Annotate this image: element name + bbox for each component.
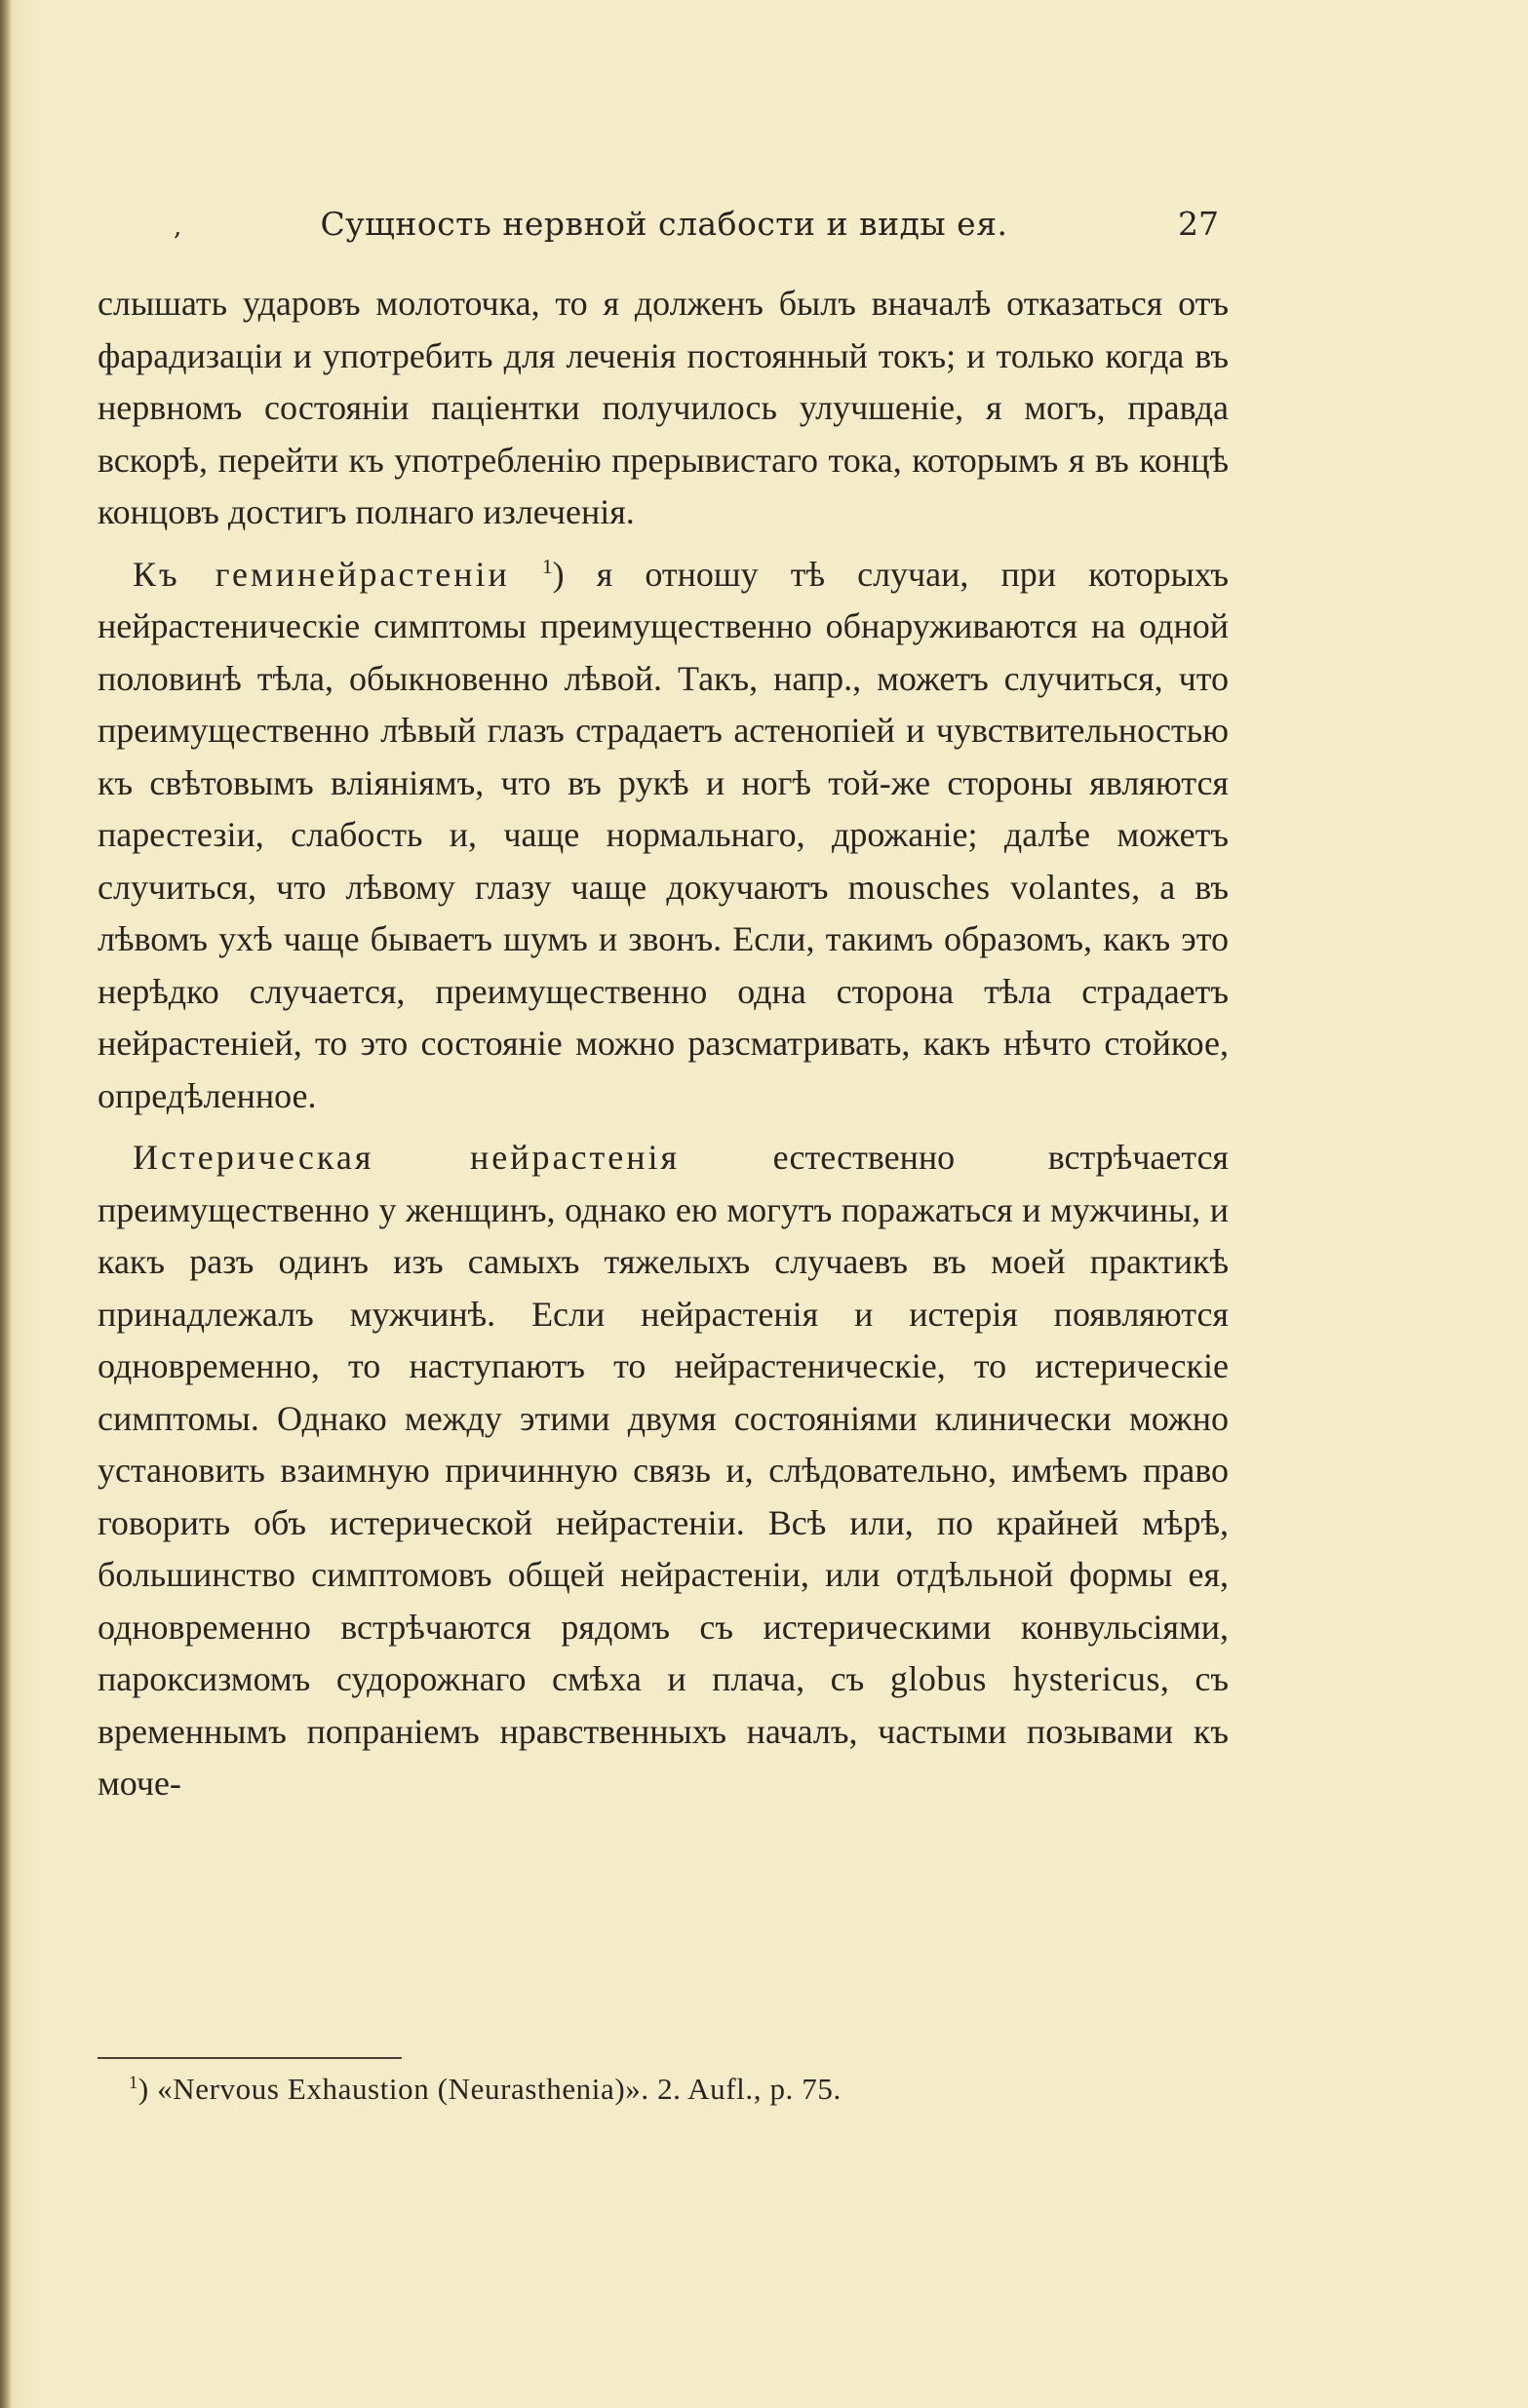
paragraph-1: слышать ударовъ молоточка, то я долженъ былъ вначалѣ отказаться отъ фарадизаціи и употребить для леченія постоянный токъ; и только когда въ нервномъ состояніи паціентки получилось улучшеніе, я могъ, правда вскорѣ, перейти къ употребленію прерывистаго тока, которымъ я въ концѣ концовъ достигъ полнаго излеченія.	[98, 284, 1229, 531]
page-number: 27	[1178, 205, 1219, 243]
spine-shadow	[0, 0, 12, 2408]
paragraph-3-end: , съ временнымъ попраніемъ нравственныхъ началъ, частыми позывами къ моче-	[98, 1659, 1230, 1803]
running-title: Сущность нервной слабости и виды ея.	[320, 205, 1008, 243]
footnote-ref: 1	[541, 554, 553, 578]
term-hysterical-neurasthenia: Истерическая нейрастенія	[133, 1138, 681, 1177]
latin-term-mousches: mousches volantes	[847, 867, 1132, 907]
page-header	[98, 205, 1231, 253]
footnote-divider	[98, 2057, 402, 2059]
paragraph-2	[98, 549, 1229, 1123]
footnote-text: ) «Nervous Exhaustion (Neurasthenia)». 2. Aufl., p. 75.	[137, 2072, 842, 2106]
footnote	[129, 2072, 842, 2107]
header-mark: ,	[174, 213, 182, 242]
paragraph-2-text: ) я отношу тѣ случаи, при которыхъ нейрастеническіе симптомы преимущественно обнаруживаются на одной половинѣ тѣла, обыкновенно лѣвой. Такъ, напр., можетъ случиться, что преимущественно лѣвый глазъ страдаетъ астенопіей и чувствительностью къ свѣтовымъ вліяніямъ, что въ рукѣ и ногѣ той-же стороны являются парестезіи, слабость и, чаще нормальнаго, дрожаніе; далѣе можетъ случиться, что лѣвому глазу чаще докучаютъ	[98, 554, 1230, 907]
paragraph-3-text: естественно встрѣчается преимущественно у женщинъ, однако ею могутъ поражаться и мужчины, и какъ разъ одинъ изъ самыхъ тяжелыхъ случаевъ въ моей практикѣ принадлежалъ мужчинѣ. Если нейрастенія и истерія появляются одновременно, то наступаютъ то нейрастеническіе, то истерическіе симптомы. Однако между этими двумя состояніями клинически можно установить взаимную причинную связь и, слѣдовательно, имѣемъ право говорить объ истерической нейрастеніи. Всѣ или, по крайней мѣрѣ, большинство симптомовъ общей нейрастеніи, или отдѣльной формы ея, одновременно встрѣчаются рядомъ съ истерическими конвульсіями, пароксизмомъ судорожнаго смѣха и плача, съ	[98, 1138, 1229, 1698]
paragraph-3	[98, 1132, 1229, 1810]
body-text	[98, 278, 1229, 1810]
footnote-marker: 1	[129, 2072, 138, 2093]
latin-term-globus: globus hystericus	[889, 1659, 1160, 1698]
paragraph-2-end: , а въ лѣвомъ ухѣ чаще бываетъ шумъ и звонъ. Если, такимъ образомъ, какъ это нерѣдко случается, преимущественно одна сторона тѣла страдаетъ нейрастеніей, то это состояніе можно разсматривать, какъ нѣчто стойкое, опредѣленное.	[98, 867, 1229, 1115]
term-hemineurasthenia: Къ геминейрастеніи	[133, 554, 510, 594]
